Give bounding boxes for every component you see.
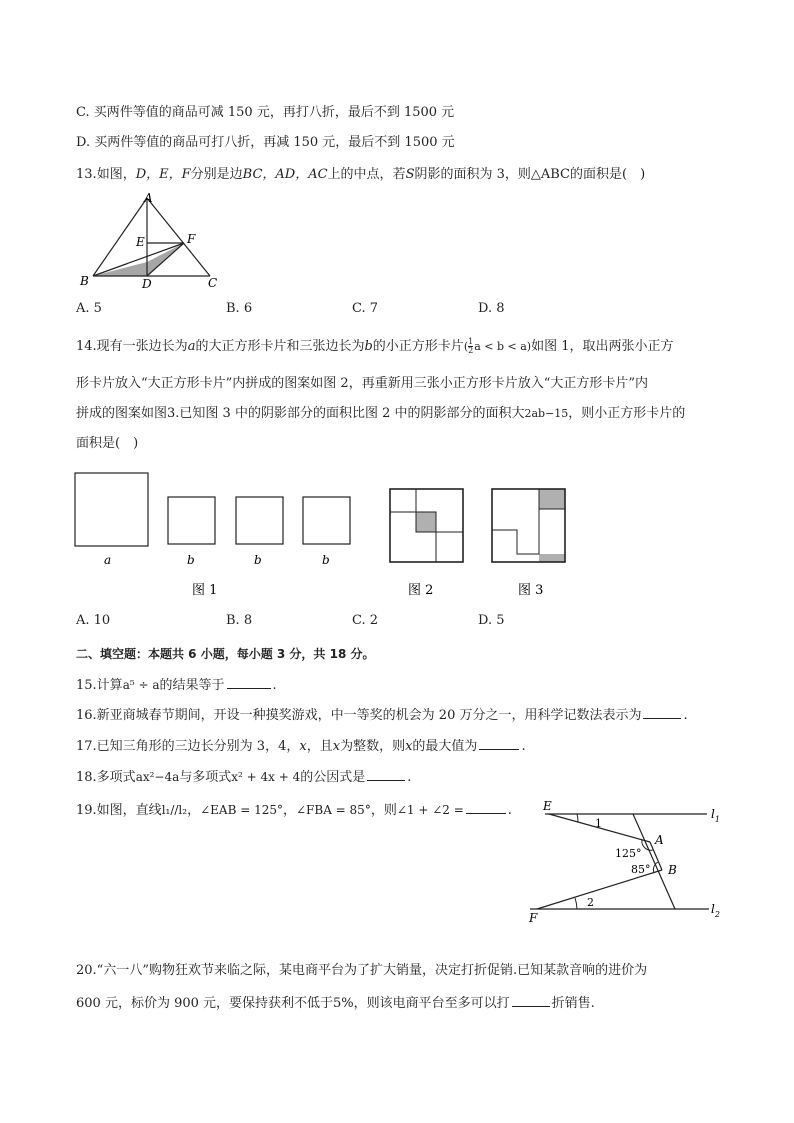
q13-sides: BC，AD，AC	[242, 167, 328, 182]
q14-label-a: a	[104, 553, 112, 567]
q13-option-c: C. 7	[352, 301, 379, 316]
q14-paren: (	[463, 340, 469, 353]
q19-label-angle-2: 2	[587, 896, 594, 909]
q13-text-b: 分别是边	[190, 167, 243, 182]
q19-label-b: B	[668, 863, 677, 877]
q13-stem	[76, 167, 645, 183]
q15-expr: a⁵ ÷ a	[122, 678, 160, 692]
q13-option-a: A. 5	[76, 301, 102, 316]
q13-label-b: B	[80, 274, 89, 288]
q18-answer-blank[interactable]	[367, 768, 405, 781]
q14-small-square-1	[168, 497, 215, 544]
q12-option-c: C. 买两件等值的商品可减 150 元，再打八折，最后不到 1500 元	[76, 105, 455, 120]
q13-vars: D，E，F	[135, 167, 191, 182]
q14-option-c: C. 2	[352, 613, 379, 628]
q14-text-f: ，则小正方形卡片的	[568, 406, 686, 421]
q19-label-l1	[711, 807, 720, 824]
q16-text: 16.新亚商城春节期间，开设一种摸奖游戏，中一等奖的机会为 20 万分之一，用科学记数法表示为	[76, 708, 642, 723]
q19-lines: l₁//l₂	[161, 803, 188, 817]
q17	[76, 737, 526, 755]
q20-text-a: 600 元，标价为 900 元，要保持获利不低于5%，则该电商平台至多可以打	[76, 996, 510, 1011]
q18-expr-2: x² + 4x + 4	[231, 770, 301, 784]
q14-line-1	[76, 338, 673, 355]
q13-label-a: A	[144, 191, 153, 205]
q14-label-b2: b	[254, 553, 262, 567]
q17-x1: x	[299, 739, 307, 754]
q14-fig3-outline	[492, 509, 565, 554]
q14-caption-fig1: 图 1	[192, 583, 218, 598]
q19-label-125: 125°	[615, 847, 642, 860]
q19-answer-blank[interactable]	[466, 801, 506, 814]
q14-fig3-shade-top	[539, 489, 565, 509]
q19-label-85: 85°	[631, 863, 651, 876]
q13-label-d: D	[142, 277, 152, 291]
q18-text-b: 与多项式	[179, 770, 232, 785]
q13-label-f: F	[187, 232, 196, 246]
q14-text-a: 14.现有一张边长为	[76, 339, 188, 354]
q15-text-a: 15.计算	[76, 678, 123, 693]
q14-caption-fig3: 图 3	[518, 583, 544, 598]
q14-label-b1: b	[187, 553, 195, 567]
q13-triangle-figure	[76, 190, 226, 290]
q16-end: .	[683, 708, 688, 723]
q17-text-c: 为整数，则	[340, 739, 406, 754]
q14-condition: a < b < a)	[474, 340, 532, 353]
q18-text-c: 的公因式是	[300, 770, 366, 785]
q14-option-a: A. 10	[76, 613, 111, 628]
q15-end: .	[272, 678, 277, 693]
q14-fig2-overlap	[416, 512, 436, 532]
q19-label-l1-sub: 1	[714, 815, 720, 824]
q14-line-4: 面积是( )	[76, 436, 139, 451]
q14-line-2: 形卡片放入“大正方形卡片”内拼成的图案如图 2，再重新用三张小正方形卡片放入“大正方形卡片”内	[76, 376, 648, 391]
q15-text-b: 的结果等于	[159, 678, 225, 693]
q14-text-b: 的大正方形卡片和三张边长为	[195, 339, 365, 354]
q16-answer-blank[interactable]	[643, 706, 681, 719]
q13-label-c: C	[208, 276, 218, 290]
q20-text-b: 折销售.	[551, 996, 595, 1011]
q19-label-l2	[711, 902, 720, 919]
q14-line-3	[76, 406, 685, 422]
q14-var-a: a	[187, 339, 196, 354]
q14-option-b: B. 8	[226, 613, 253, 628]
q14-caption-fig2: 图 2	[408, 583, 434, 598]
q17-answer-blank[interactable]	[479, 737, 519, 750]
q19-transversal	[633, 814, 675, 909]
q19-parallel-lines-figure	[525, 796, 725, 926]
q14-option-d: D. 5	[478, 613, 505, 628]
q15	[76, 676, 277, 694]
q20-answer-blank[interactable]	[512, 994, 550, 1007]
section-2-title: 二、填空题：本题共 6 小题，每小题 3 分，共 18 分。	[76, 647, 375, 661]
q17-text-d: 的最大值为	[412, 739, 478, 754]
q14-label-b3: b	[322, 553, 330, 567]
q19-angle-1: ∠EAB = 125°	[200, 803, 283, 817]
q13-s: S	[405, 167, 415, 182]
q14-small-square-2	[236, 497, 283, 544]
q14-small-square-3	[303, 497, 350, 544]
q19-label-angle-1: 1	[595, 817, 602, 830]
q13-option-d: D. 8	[478, 301, 505, 316]
q13-text-a: 如图，	[96, 167, 136, 182]
q14-fig3-shade-bottom	[539, 554, 565, 562]
q17-text-a: 17.已知三角形的三边长分别为 3，4，	[76, 739, 300, 754]
q14-expr: 2ab−15	[524, 407, 569, 420]
q13-text-d: 阴影的面积为 3，则	[414, 167, 531, 182]
q17-end: .	[521, 739, 526, 754]
q13-option-b: B. 6	[226, 301, 253, 316]
q13-label-e: E	[136, 235, 145, 249]
q19-label-a: A	[655, 833, 664, 847]
q19	[76, 801, 512, 819]
q19-label-l2-sub: 2	[714, 910, 720, 919]
q14-text-d: 如图 1，取出两张小正方	[531, 339, 674, 354]
q19-label-l1-letter: l	[711, 807, 715, 821]
q19-text-a: 19.如图，直线	[76, 803, 162, 818]
q14-frac-num: 1	[468, 337, 474, 346]
q14-text-c: 的小正方形卡片	[372, 339, 464, 354]
q19-sum: ∠1 + ∠2 =	[396, 803, 464, 817]
q18-text-a: 18.多项式	[76, 770, 136, 785]
q19-text-c: ，	[282, 803, 296, 818]
q19-label-f: F	[529, 911, 538, 925]
q19-angle-1-arc	[577, 814, 578, 822]
q18-end: .	[407, 770, 412, 785]
q19-angle-2: ∠FBA = 85°	[296, 803, 371, 817]
q17-x2: x	[332, 739, 341, 754]
q20-line-1: 20.“六一八”购物狂欢节来临之际，某电商平台为了扩大销量，决定打折促销.已知某款音响的进价为	[76, 963, 648, 978]
q15-answer-blank[interactable]	[227, 676, 271, 689]
q19-label-l2-letter: l	[711, 902, 715, 916]
q14-var-b: b	[364, 339, 373, 354]
q16	[76, 706, 688, 724]
q19-angle-2-arc	[575, 898, 577, 909]
q13-number: 13.	[76, 167, 97, 182]
q14-big-square	[75, 473, 148, 546]
q14-fraction	[468, 338, 473, 355]
q19-end: .	[507, 803, 512, 818]
q13-text-c: 上的中点，若	[327, 167, 406, 182]
q13-text-e: 的面积是( )	[570, 167, 646, 182]
q19-text-b: ，	[187, 803, 201, 818]
q14-text-e: 拼成的图案如图3.已知图 3 中的阴影部分的面积比图 2 中的阴影部分的面积大	[76, 406, 525, 421]
q12-option-d: D. 买两件等值的商品可打八折，再减 150 元，最后不到 1500 元	[76, 135, 455, 150]
q18	[76, 768, 411, 786]
q19-text-d: ，则	[370, 803, 397, 818]
q17-text-b: ，且	[306, 739, 333, 754]
q17-x3: x	[405, 739, 413, 754]
q18-expr-1: ax²−4a	[135, 770, 180, 784]
q14-figures	[70, 468, 580, 603]
q19-label-e: E	[543, 799, 552, 813]
q20-line-2	[76, 994, 595, 1012]
q14-frac-den: 2	[468, 346, 474, 355]
q13-triangle: △ABC	[530, 167, 571, 182]
